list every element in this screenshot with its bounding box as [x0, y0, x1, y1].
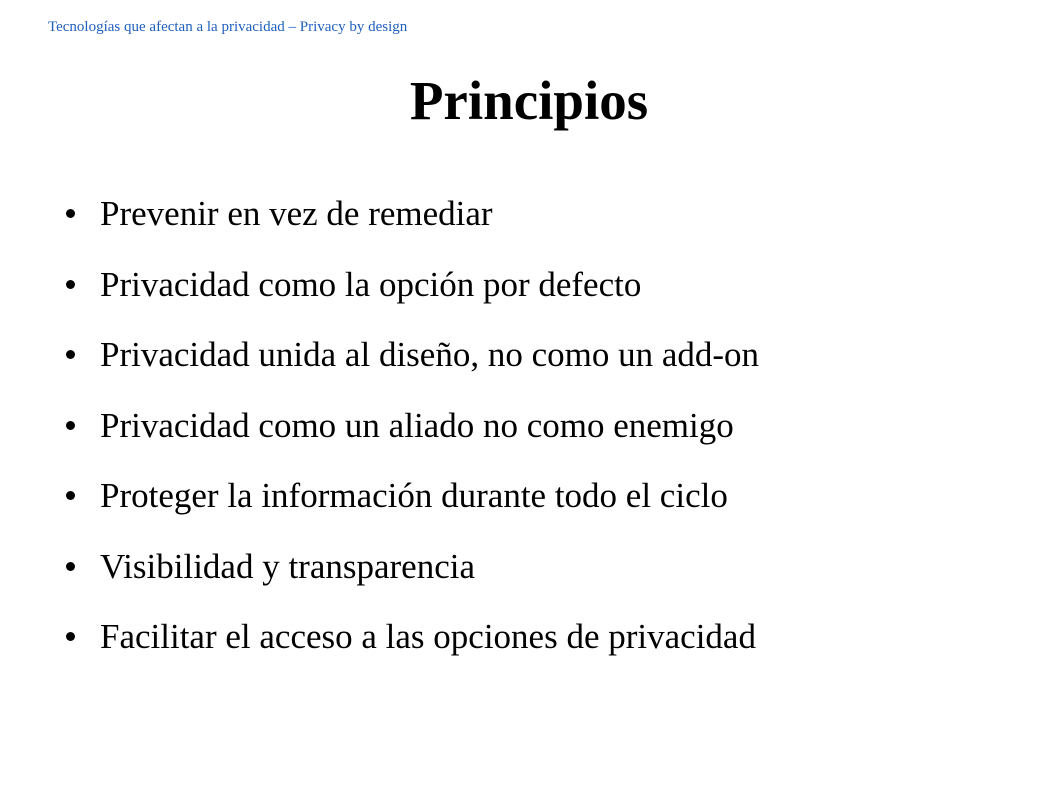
bullet-dot-icon [66, 632, 75, 641]
bullet-dot-icon [66, 491, 75, 500]
bullet-text: Proteger la información durante todo el ciclo [100, 476, 728, 515]
list-item [66, 404, 759, 475]
bullet-dot-icon [66, 209, 75, 218]
list-item [66, 333, 759, 404]
list-item [66, 192, 759, 263]
slide-header: Tecnologías que afectan a la privacidad – Privacy by design [48, 19, 408, 35]
bullet-list [66, 192, 759, 686]
list-item [66, 263, 759, 334]
list-item [66, 545, 759, 616]
bullet-text: Prevenir en vez de remediar [100, 194, 493, 233]
list-item [66, 615, 759, 686]
slide-title: Principios [409, 70, 649, 131]
bullet-dot-icon [66, 562, 75, 571]
bullet-text: Visibilidad y transparencia [100, 546, 476, 586]
bullet-text: Facilitar el acceso a las opciones de privacidad [100, 617, 756, 656]
list-item [66, 474, 759, 545]
bullet-dot-icon [66, 350, 75, 359]
bullet-text: Privacidad unida al diseño, no como un add-on [100, 335, 760, 374]
bullet-text: Privacidad como un aliado no como enemigo [100, 405, 734, 445]
bullet-text: Privacidad como la opción por defecto [100, 264, 642, 304]
bullet-dot-icon [66, 280, 75, 289]
bullet-dot-icon [66, 421, 75, 430]
